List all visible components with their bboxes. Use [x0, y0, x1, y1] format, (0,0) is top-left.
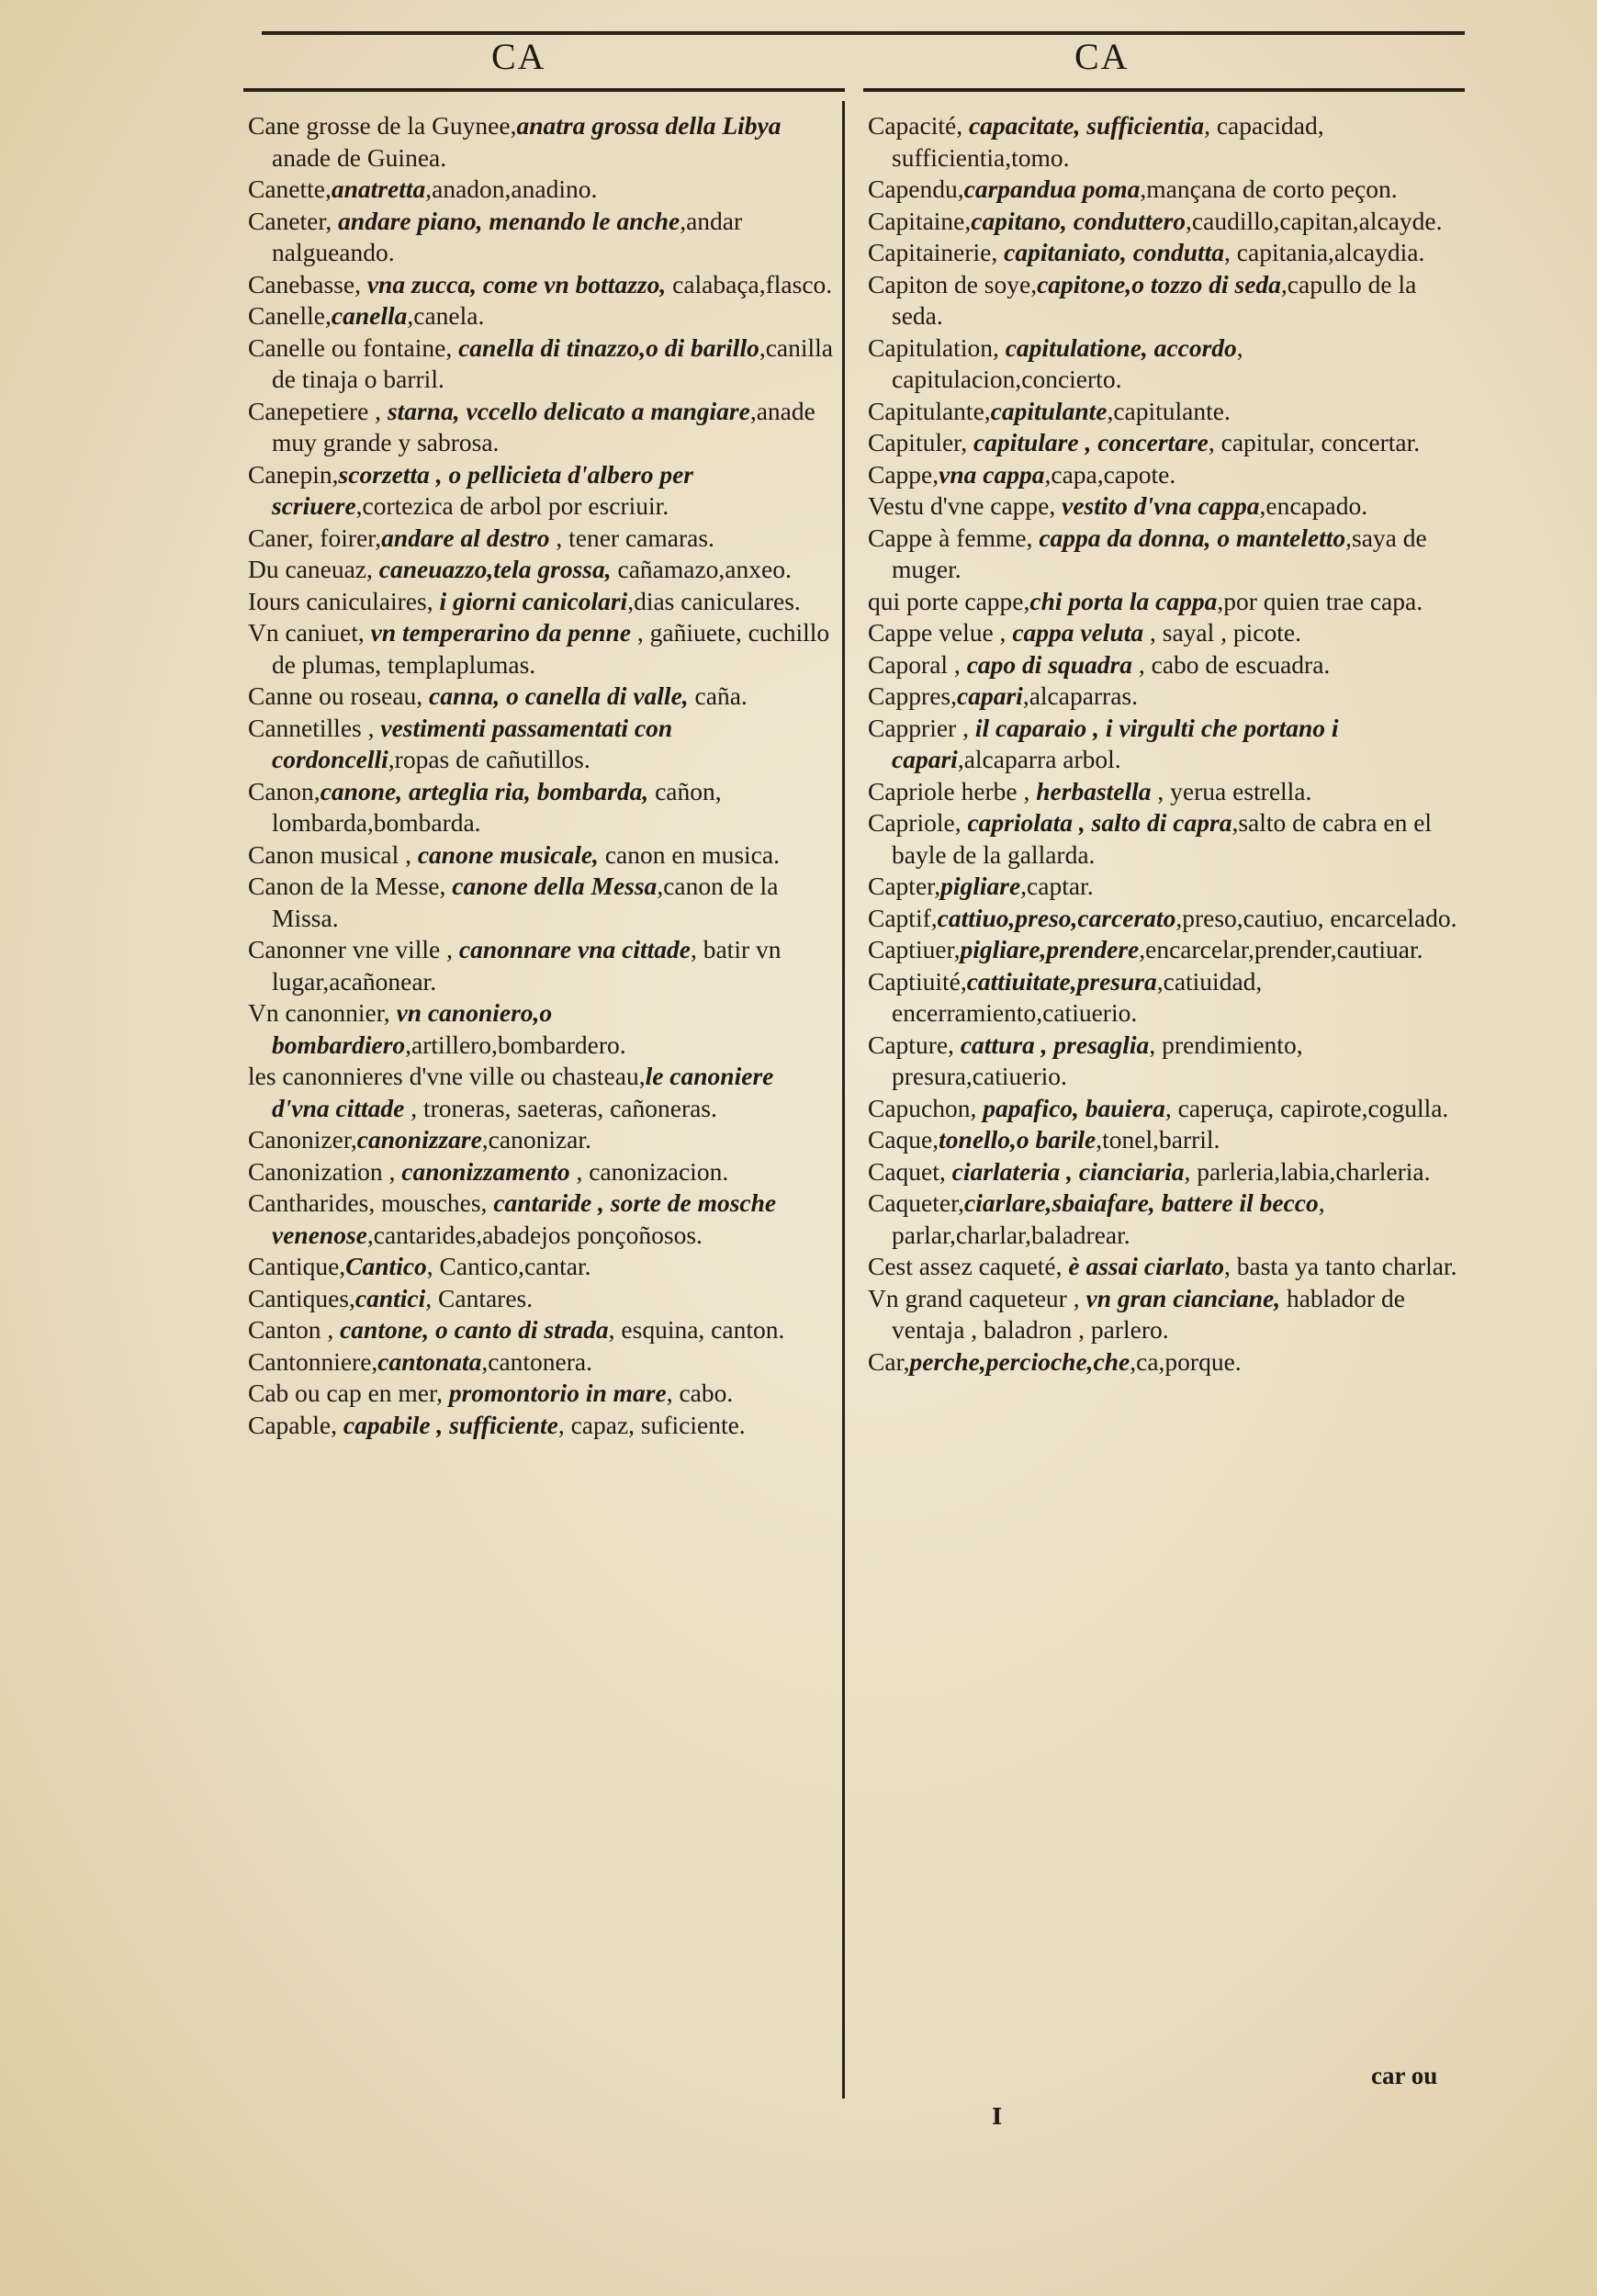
entry-french: Canepetiere , — [248, 396, 388, 425]
dictionary-entry — [248, 681, 836, 713]
entry-italian: capitulare , concertare — [973, 428, 1209, 456]
entry-french: les canonnieres d'vne ville ou chasteau, — [248, 1062, 646, 1090]
entry-french: Capitulante, — [868, 396, 991, 425]
entry-italian: herbastella — [1036, 776, 1152, 805]
entry-spanish: ,anadon,anadino. — [425, 174, 598, 203]
dictionary-entry — [868, 681, 1465, 713]
entry-spanish: , cabo de escuadra. — [1131, 649, 1331, 679]
entry-french: Cappres, — [868, 681, 957, 710]
dictionary-entry — [248, 174, 836, 206]
entry-french: Canonizer, — [248, 1125, 357, 1154]
entry-french: Canon, — [248, 776, 321, 805]
entry-french: Cappe velue , — [868, 618, 1013, 647]
entry-italian: capabile , sufficiente — [343, 1410, 558, 1439]
entry-italian: capo di squadra — [966, 649, 1132, 679]
entry-italian: capitano, conduttero — [971, 206, 1187, 235]
entry-spanish: hablador de ventaja , baladron , parlero. — [892, 1283, 1406, 1344]
entry-spanish: ,alcaparra arbol. — [957, 745, 1121, 773]
entry-italian: starna, vccello delicato a mangiare — [387, 396, 750, 425]
entry-spanish: , batir vn lugar,acañonear. — [272, 935, 782, 996]
entry-spanish: , Cantares. — [425, 1283, 534, 1312]
entry-italian: andare piano, menando le anche — [338, 206, 680, 235]
entry-spanish: ,saya de muger. — [892, 523, 1427, 583]
entry-french: Capacité, — [868, 111, 969, 140]
entry-spanish: ,cantarides,abadejos ponçoñosos. — [366, 1220, 703, 1249]
entry-spanish: ,anade muy grande y sabrosa. — [272, 396, 815, 456]
dictionary-entry — [248, 1187, 836, 1251]
entry-spanish: , caperuça, capirote,cogulla. — [1164, 1093, 1449, 1122]
dictionary-entry — [248, 1410, 836, 1442]
entry-spanish: ,cantonera. — [481, 1346, 592, 1376]
entry-french: Capprier , — [868, 713, 975, 742]
dictionary-entry — [248, 110, 836, 174]
dictionary-entry — [868, 1124, 1465, 1156]
column-divider — [842, 101, 845, 2099]
dictionary-entry — [248, 776, 836, 839]
entry-italian: caneuazzo,tela grossa, — [378, 555, 612, 583]
entry-spanish: ,artillero,bombardero. — [405, 1030, 626, 1059]
entry-italian: canonizzamento — [401, 1156, 570, 1186]
dictionary-entry — [248, 1378, 836, 1410]
entry-spanish: , capitular, concertar. — [1208, 428, 1421, 456]
entry-french: Cest assez caqueté, — [868, 1252, 1069, 1280]
entry-spanish: ,cortezica de arbol por escriuir. — [355, 491, 669, 520]
entry-spanish: , sayal , picote. — [1143, 618, 1301, 647]
entry-spanish: ,ca,porque. — [1130, 1346, 1242, 1376]
dictionary-entry — [248, 554, 836, 586]
entry-spanish: canon en musica. — [598, 839, 780, 869]
entry-french: Iours caniculaires, — [248, 586, 440, 615]
entry-spanish: ,canela. — [407, 301, 485, 330]
entry-french: Capable, — [248, 1410, 343, 1439]
dictionary-entry — [868, 586, 1465, 618]
entry-italian: vna zucca, come vn bottazzo, — [366, 269, 667, 298]
right-column — [868, 110, 1465, 1378]
entry-italian: canonnare vna cittade — [458, 935, 691, 963]
entry-spanish: ,capa,capote. — [1044, 459, 1176, 489]
entry-spanish: ,caudillo,capitan,alcayde. — [1186, 206, 1443, 235]
entry-french: Captif, — [868, 903, 938, 932]
left-column — [248, 110, 836, 1441]
running-head-left: CA — [491, 36, 546, 77]
entry-italian: anatretta — [331, 174, 426, 203]
entry-italian: Cantico — [345, 1252, 427, 1280]
entry-french: Cantonniere, — [248, 1346, 378, 1376]
entry-spanish: ,por quien trae capa. — [1217, 586, 1423, 615]
entry-french: Capriole herbe , — [868, 776, 1037, 805]
entry-italian: cantici — [354, 1283, 426, 1312]
dictionary-entry — [868, 237, 1465, 269]
entry-italian: vna cappa — [939, 459, 1045, 489]
entry-italian: vn gran cianciane, — [1085, 1283, 1281, 1312]
entry-italian: carpandua poma — [963, 174, 1141, 203]
dictionary-entry — [248, 459, 836, 523]
entry-french: Vestu d'vne cappe, — [868, 491, 1063, 520]
entry-spanish: ,mançana de corto peçon. — [1140, 174, 1398, 203]
dictionary-entry — [248, 1124, 836, 1156]
dictionary-entry — [248, 871, 836, 934]
entry-spanish: , parlar,charlar,baladrear. — [892, 1188, 1325, 1249]
entry-italian: canone della Messa — [452, 872, 658, 900]
dictionary-entry — [868, 649, 1465, 681]
entry-italian: capriolata , salto di capra — [967, 808, 1232, 837]
entry-spanish: , capitania,alcaydia. — [1224, 238, 1425, 266]
entry-spanish: ,encarcelar,prender,cautiuar. — [1139, 935, 1423, 963]
entry-italian: cantonata — [377, 1346, 482, 1376]
entry-french: Canon musical , — [248, 839, 418, 869]
entry-french: Cannetilles , — [248, 713, 381, 742]
top-rule — [262, 31, 1465, 35]
entry-italian: canonizzare — [356, 1125, 482, 1154]
entry-french: Caqueter, — [868, 1188, 965, 1217]
entry-french: Cantiques, — [248, 1283, 355, 1312]
entry-french: Capture, — [868, 1030, 961, 1059]
dictionary-entry — [868, 110, 1465, 174]
entry-french: Canelle, — [248, 301, 332, 330]
entry-italian: andare al destro — [381, 523, 550, 552]
entry-italian: chi porta la cappa — [1029, 586, 1218, 615]
entry-italian: vestito d'vna cappa — [1062, 491, 1260, 520]
entry-french: Capriole, — [868, 808, 968, 837]
entry-italian: tonello,o barile — [939, 1125, 1097, 1154]
entry-french: Cappe à femme, — [868, 523, 1040, 552]
dictionary-entry — [868, 1030, 1465, 1093]
entry-french: Canon de la Messe, — [248, 872, 453, 900]
entry-italian: capitulatione, accordo — [1005, 332, 1237, 362]
dictionary-entry — [248, 523, 836, 555]
entry-french: Caque, — [868, 1125, 939, 1154]
entry-italian: vn temperarino da penne — [370, 618, 632, 647]
entry-italian: cantaride , sorte de mosche venenose — [272, 1188, 777, 1249]
entry-italian: capacitate, sufficientia — [968, 111, 1205, 140]
entry-spanish: ,catiuidad, encerramiento,catiuerio. — [892, 966, 1263, 1027]
entry-spanish: , tener camaras. — [549, 523, 714, 552]
entry-spanish: , canonizacion. — [569, 1156, 729, 1186]
entry-french: Capitaine, — [868, 206, 972, 235]
dictionary-entry — [868, 966, 1465, 1030]
entry-spanish: ,dias caniculares. — [627, 586, 801, 615]
entry-italian: capari — [957, 681, 1023, 710]
entry-italian: canella di tinazzo,o di barillo — [458, 332, 759, 362]
entry-french: Canne ou roseau, — [248, 681, 430, 710]
dictionary-entry — [868, 1187, 1465, 1251]
dictionary-entry — [248, 839, 836, 872]
entry-french: Du caneuaz, — [248, 555, 379, 583]
entry-italian: cappa da donna, o manteletto — [1039, 523, 1346, 552]
dictionary-entry — [868, 206, 1465, 238]
entry-spanish: ,canilla de tinaja o barril. — [272, 332, 834, 393]
entry-french: Caner, foirer, — [248, 523, 382, 552]
dictionary-entry — [868, 523, 1465, 586]
dictionary-entry — [248, 1283, 836, 1315]
dictionary-entry — [868, 934, 1465, 966]
entry-french: Vn grand caqueteur , — [868, 1283, 1086, 1312]
entry-french: Capitainerie, — [868, 238, 1005, 266]
entry-spanish: , esquina, canton. — [608, 1315, 785, 1344]
dictionary-entry — [868, 713, 1465, 776]
entry-italian: canella — [331, 301, 408, 330]
entry-spanish: ,tonel,barril. — [1096, 1125, 1220, 1154]
entry-italian: vestimenti passamentati con cordoncelli — [272, 713, 673, 773]
dictionary-entry — [868, 459, 1465, 491]
entry-spanish: caña. — [688, 681, 748, 710]
entry-french: Canelle ou fontaine, — [248, 332, 459, 362]
entry-italian: cattura , presaglia — [960, 1030, 1150, 1059]
entry-italian: papafico, bauiera — [983, 1093, 1165, 1122]
entry-spanish: , capitulacion,concierto. — [892, 332, 1243, 393]
entry-spanish: ,canonizar. — [481, 1125, 591, 1154]
dictionary-entry — [248, 1314, 836, 1346]
entry-spanish: ,andar nalgueando. — [272, 206, 743, 266]
entry-french: Cab ou cap en mer, — [248, 1379, 449, 1407]
entry-french: Canonner vne ville , — [248, 935, 459, 963]
running-head-right: CA — [1074, 36, 1130, 77]
entry-spanish: calabaça,flasco. — [666, 269, 833, 298]
entry-french: Cantharides, mousches, — [248, 1188, 494, 1217]
dictionary-entry — [868, 807, 1465, 871]
dictionary-entry — [868, 332, 1465, 396]
head-rule-right — [863, 88, 1465, 92]
dictionary-entry — [248, 300, 836, 332]
entry-italian: canna, o canella di valle, — [429, 681, 689, 710]
entry-spanish: , Cantico,cantar. — [426, 1252, 591, 1280]
entry-italian: capitone,o tozzo di seda — [1037, 269, 1281, 298]
entry-spanish: ,capullo de la seda. — [892, 269, 1417, 330]
entry-french: Capter, — [868, 872, 941, 900]
entry-spanish: ,captar. — [1020, 872, 1094, 900]
dictionary-entry — [868, 1346, 1465, 1379]
dictionary-entry — [248, 396, 836, 459]
entry-italian: pigliare — [940, 872, 1021, 900]
entry-french: Caquet, — [868, 1156, 952, 1186]
entry-italian: ciarlateria , cianciaria — [951, 1156, 1185, 1186]
catchword: car ou — [1371, 2062, 1438, 2089]
entry-spanish: ,preso,cautiuo, encarcelado. — [1175, 903, 1457, 932]
entry-french: qui porte cappe, — [868, 586, 1030, 615]
entry-italian: canone musicale, — [417, 839, 599, 869]
dictionary-entry — [248, 332, 836, 396]
dictionary-entry — [868, 776, 1465, 808]
entry-spanish: , capacidad, sufficientia,tomo. — [892, 111, 1324, 172]
entry-spanish: , gañiuete, cuchillo de plumas, templaplumas. — [272, 618, 830, 679]
entry-french: Canton , — [248, 1315, 341, 1344]
dictionary-entry — [868, 174, 1465, 206]
entry-spanish: , capaz, suficiente. — [557, 1410, 746, 1439]
dictionary-entry — [868, 427, 1465, 459]
entry-italian: i giorni canicolari — [439, 586, 628, 615]
entry-spanish: ,ropas de cañutillos. — [388, 745, 590, 773]
dictionary-entry — [868, 1251, 1465, 1283]
entry-french: Canette, — [248, 174, 332, 203]
entry-french: Capitulation, — [868, 332, 1006, 362]
dictionary-entry — [248, 206, 836, 269]
entry-italian: cattiuo,preso,carcerato — [937, 903, 1176, 932]
dictionary-entry — [248, 617, 836, 681]
entry-spanish: ,canon de la Missa. — [272, 872, 779, 932]
dictionary-entry — [868, 1283, 1465, 1346]
entry-spanish: , prendimiento, presura,catiuerio. — [892, 1030, 1303, 1090]
dictionary-entry — [248, 934, 836, 997]
entry-french: Capiton de soye, — [868, 269, 1038, 298]
dictionary-entry — [868, 490, 1465, 523]
dictionary-entry — [868, 617, 1465, 649]
entry-italian: cantone, o canto di strada — [340, 1315, 609, 1344]
dictionary-entry — [248, 1251, 836, 1283]
entry-french: Captiuité, — [868, 966, 967, 996]
entry-italian: anatra grossa della Libya — [516, 111, 782, 140]
dictionary-entry — [868, 871, 1465, 903]
entry-spanish: anade de Guinea. — [272, 142, 447, 172]
entry-italian: perche,percioche,che — [909, 1346, 1130, 1376]
entry-french: Captiuer, — [868, 935, 961, 963]
entry-spanish: , parleria,labia,charleria. — [1184, 1156, 1431, 1186]
entry-spanish: , basta ya tanto charlar. — [1223, 1252, 1457, 1280]
entry-italian: le canoniere d'vna cittade — [272, 1062, 774, 1122]
dictionary-entry — [248, 269, 836, 301]
dictionary-entry — [248, 713, 836, 776]
entry-french: Canepin, — [248, 459, 339, 489]
dictionary-entry — [248, 1346, 836, 1379]
entry-italian: pigliare,prendere — [960, 935, 1140, 963]
dictionary-entry — [868, 396, 1465, 428]
dictionary-entry — [868, 903, 1465, 935]
dictionary-entry — [248, 1156, 836, 1188]
entry-italian: vn canoniero,o bombardiero — [272, 998, 553, 1059]
entry-french: Cane grosse de la Guynee, — [248, 111, 517, 140]
entry-spanish: , cabo. — [666, 1379, 734, 1407]
entry-french: Vn canonnier, — [248, 998, 397, 1027]
dictionary-entry — [248, 1061, 836, 1124]
entry-french: Canebasse, — [248, 269, 367, 298]
entry-french: Canonization , — [248, 1156, 402, 1186]
entry-italian: capitulante — [990, 396, 1108, 425]
entry-italian: cappa veluta — [1012, 618, 1144, 647]
entry-italian: canone, arteglia ria, bombarda, — [320, 776, 649, 805]
entry-italian: promontorio in mare — [448, 1379, 667, 1407]
entry-italian: cattiuitate,presura — [966, 966, 1157, 996]
entry-french: Vn caniuet, — [248, 618, 371, 647]
entry-italian: il caparaio , i virgulti che portano i capari — [892, 713, 1339, 773]
entry-spanish: ,capitulante. — [1107, 396, 1231, 425]
entry-italian: capitaniato, condutta — [1004, 238, 1225, 266]
entry-spanish: ,alcaparras. — [1022, 681, 1138, 710]
entry-french: Capituler, — [868, 428, 973, 456]
entry-french: Capuchon, — [868, 1093, 984, 1122]
dictionary-entry — [868, 1093, 1465, 1125]
dictionary-entry — [248, 997, 836, 1061]
entry-spanish: ,encapado. — [1259, 491, 1368, 520]
entry-spanish: , yerua estrella. — [1151, 776, 1312, 805]
entry-french: Caneter, — [248, 206, 339, 235]
dictionary-entry — [248, 586, 836, 618]
entry-french: Caporal , — [868, 649, 967, 679]
dictionary-entry — [868, 1156, 1465, 1188]
entry-spanish: cañamazo,anxeo. — [611, 555, 792, 583]
entry-spanish: cañon, lombarda,bombarda. — [272, 776, 722, 837]
entry-french: Cantique, — [248, 1252, 346, 1280]
dictionary-entry — [868, 269, 1465, 332]
entry-italian: ciarlare,sbaiafare, battere il becco — [964, 1188, 1319, 1217]
entry-french: Cappe, — [868, 459, 939, 489]
signature-mark: I — [992, 2103, 1003, 2130]
entry-spanish: , troneras, saeteras, cañoneras. — [404, 1093, 717, 1122]
entry-italian: è assai ciarlato — [1068, 1252, 1224, 1280]
entry-french: Car, — [868, 1346, 910, 1376]
entry-french: Capendu, — [868, 174, 964, 203]
entry-spanish: ,salto de cabra en el bayle de la gallarda. — [892, 808, 1433, 869]
entry-italian: scorzetta , o pellicieta d'albero per scriuere — [272, 459, 693, 520]
head-rule-left — [243, 88, 845, 92]
